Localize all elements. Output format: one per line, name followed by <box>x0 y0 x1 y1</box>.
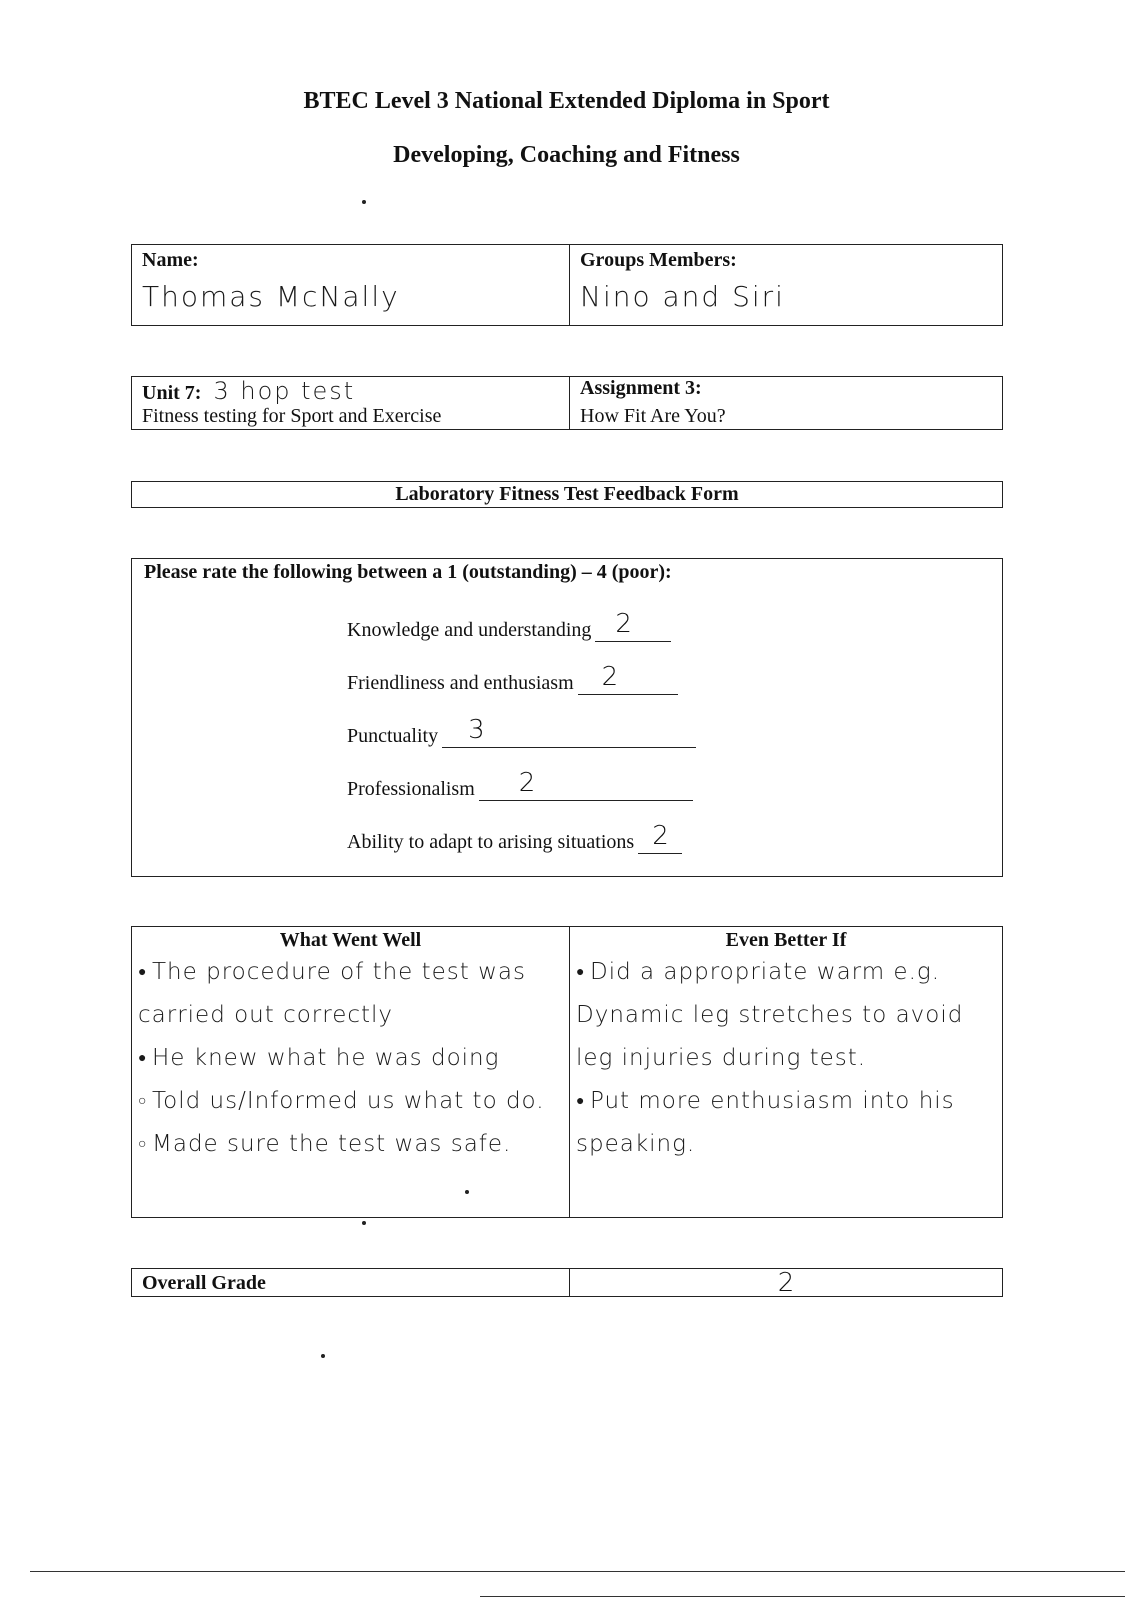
rating-blank <box>578 664 678 695</box>
rating-label: Friendliness and enthusiasm <box>347 672 574 694</box>
rating-row <box>347 611 671 642</box>
rating-blank <box>479 770 693 801</box>
list-item: ● Put more enthusiasm into his speaking. <box>576 1080 996 1166</box>
form-title: Laboratory Fitness Test Feedback Form <box>395 483 739 505</box>
scan-speck <box>465 1190 469 1194</box>
rating-blank <box>595 611 671 642</box>
group-members-cell <box>570 245 1002 325</box>
ratings-header: Please rate the following between a 1 (outstanding) – 4 (poor): <box>144 561 672 583</box>
rating-label: Punctuality <box>347 725 439 747</box>
rating-label: Ability to adapt to arising situations <box>347 831 635 853</box>
list-item: ○ Made sure the test was safe. <box>138 1123 563 1166</box>
what-went-well-cell <box>132 927 570 1217</box>
rating-row <box>347 823 682 854</box>
overall-grade-label-cell <box>132 1269 570 1296</box>
footer-rule <box>30 1571 1125 1572</box>
assignment-cell <box>570 377 1002 429</box>
name-label: Name: <box>142 249 199 271</box>
unit-title: Fitness testing for Sport and Exercise <box>142 405 442 427</box>
list-item: ● He knew what he was doing <box>138 1037 563 1080</box>
rating-value: 2 <box>652 821 669 851</box>
rating-row <box>347 664 678 695</box>
assignment-label: Assignment 3: <box>580 377 702 399</box>
name-cell <box>132 245 570 325</box>
group-members-value: Nino and Siri <box>580 280 785 313</box>
rating-blank <box>638 823 682 854</box>
bullet-icon: ● <box>576 1093 586 1109</box>
overall-grade-value: 2 <box>777 1268 795 1298</box>
unit-section <box>131 376 1003 430</box>
even-better-if-cell <box>570 927 1002 1217</box>
rating-value: 2 <box>615 609 632 639</box>
list-item: ● Did a appropriate warm e.g. Dynamic leg stretches to avoid leg injuries during test. <box>576 951 996 1080</box>
even-better-if-list <box>576 951 996 1166</box>
footer-rule <box>480 1596 1125 1597</box>
overall-grade-label: Overall Grade <box>142 1272 266 1294</box>
list-item: ○ Told us/Informed us what to do. <box>138 1080 563 1123</box>
bullet-icon: ○ <box>138 1093 148 1109</box>
rating-label: Professionalism <box>347 778 475 800</box>
rating-row <box>347 717 696 748</box>
document-title: BTEC Level 3 National Extended Diploma in Sport <box>303 88 830 114</box>
unit-cell <box>132 377 570 429</box>
rating-value: 3 <box>468 715 485 745</box>
even-better-if-header: Even Better If <box>725 929 847 951</box>
group-members-label: Groups Members: <box>580 249 737 271</box>
bullet-icon: ○ <box>138 1136 148 1152</box>
overall-grade-value-cell <box>570 1269 1002 1296</box>
unit-label: Unit 7: <box>142 382 202 404</box>
rating-value: 2 <box>518 768 536 798</box>
form-title-box <box>131 481 1003 508</box>
name-value: Thomas McNally <box>142 280 400 313</box>
overall-grade-section <box>131 1268 1003 1297</box>
scan-speck <box>321 1354 325 1358</box>
bullet-icon: ● <box>576 964 586 980</box>
what-went-well-header: What Went Well <box>279 929 422 951</box>
rating-row <box>347 770 693 801</box>
bullet-icon: ● <box>138 1050 148 1066</box>
rating-value: 2 <box>601 662 619 692</box>
scan-speck <box>362 1221 366 1225</box>
assignment-title: How Fit Are You? <box>580 405 726 427</box>
list-item: ● The procedure of the test was carried out correctly <box>138 951 563 1037</box>
scan-speck <box>362 200 366 204</box>
rating-blank <box>442 717 696 748</box>
document-subtitle: Developing, Coaching and Fitness <box>393 142 740 168</box>
ratings-section <box>131 558 1003 877</box>
rating-label: Knowledge and understanding <box>347 619 592 641</box>
name-section <box>131 244 1003 326</box>
unit-handwritten-test: 3 hop test <box>213 377 356 405</box>
what-went-well-list <box>138 951 563 1166</box>
feedback-section <box>131 926 1003 1218</box>
bullet-icon: ● <box>138 964 148 980</box>
